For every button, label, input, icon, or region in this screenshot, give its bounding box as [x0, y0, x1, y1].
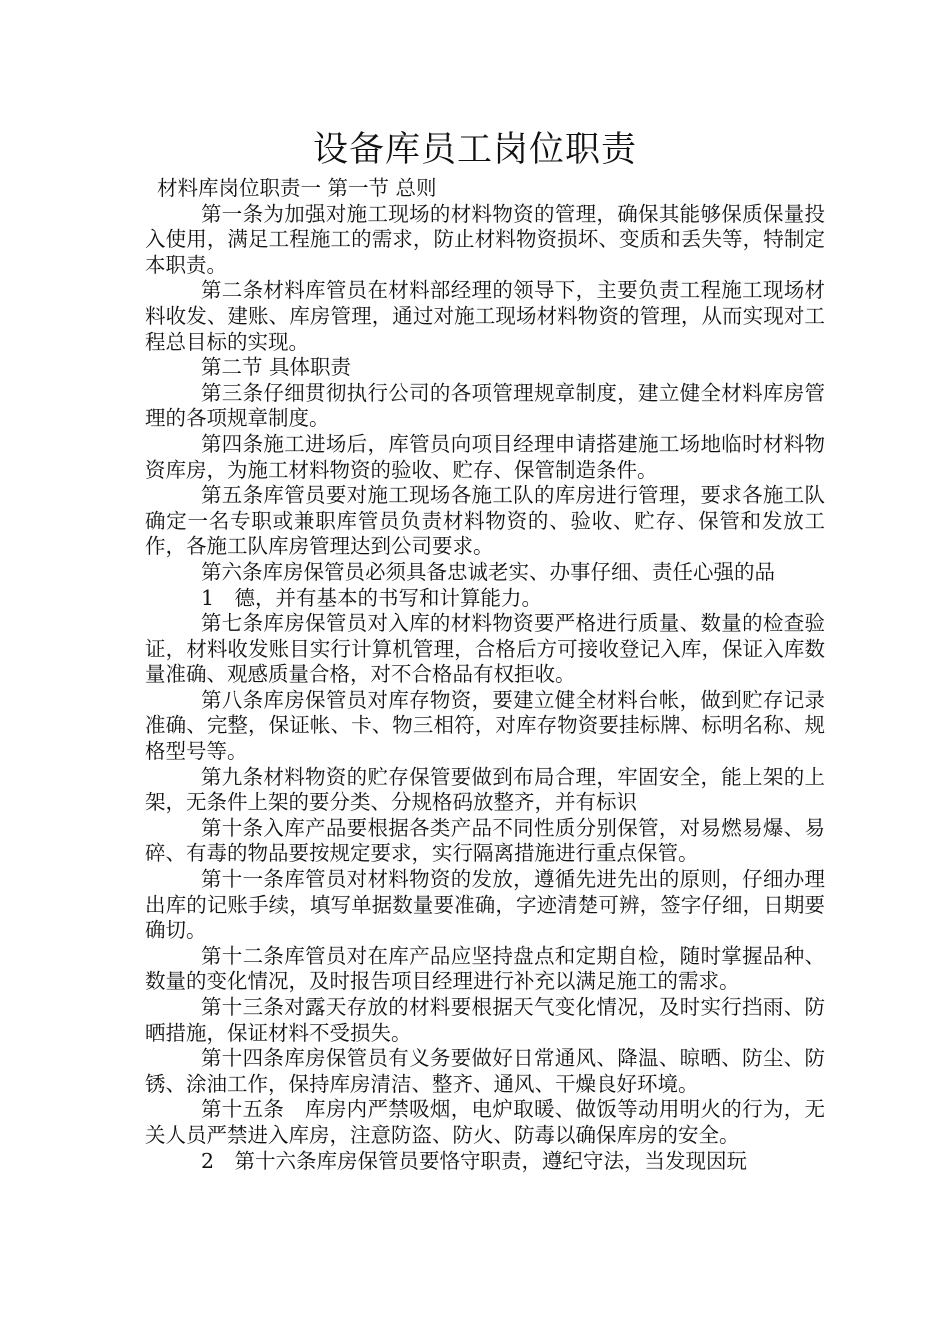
paragraph-article-13: 第十三条对露天存放的材料要根据天气变化情况，及时实行挡雨、防晒措施，保证材料不受损失。: [145, 995, 825, 1045]
paragraph-article-16: 2 第十六条库房保管员要恪守职责，遵纪守法，当发现因玩: [201, 1148, 748, 1173]
paragraph-article-8: 第八条库房保管员对库存物资，要建立健全材料台帐，做到贮存记录准确、完整，保证帐、卡、物三相符，对库存物资要挂标牌、标明名称、规格型号等。: [145, 687, 825, 764]
paragraph-article-4: 第四条施工进场后，库管员向项目经理申请搭建施工场地临时材料物资库房，为施工材料物资的验收、贮存、保管制造条件。: [145, 431, 825, 482]
paragraph-article-6-continued: 1 德，并有基本的书写和计算能力。: [201, 585, 543, 610]
document-title: 设备库员工岗位职责: [312, 130, 637, 170]
paragraph-article-10: 第十条入库产品要根据各类产品不同性质分别保管，对易燃易爆、易碎、有毒的物品要按规定要求，实行隔离措施进行重点保管。: [145, 815, 825, 866]
paragraph-article-11: 第十一条库管员对材料物资的发放，遵循先进先出的原则，仔细办理出库的记账手续，填写单据数量要准确，字迹清楚可辨，签字仔细，日期要确切。: [145, 867, 825, 943]
document-body: [145, 176, 825, 1174]
paragraph-article-6: 第六条库房保管员必须具备忠诚老实、办事仔细、责任心强的品: [201, 559, 775, 584]
paragraph-article-7: 第七条库房保管员对入库的材料物资要严格进行质量、数量的检查验证，材料收发账目实行计算机管理，合格后方可接收登记入库，保证入库数量准确、观感质量合格，对不合格品有权拒收。: [145, 611, 825, 687]
paragraph-article-1: 第一条为加强对施工现场的材料物资的管理，确保其能够保质保量投入使用，满足工程施工的需求，防止材料物资损坏、变质和丢失等，特制定本职责。: [145, 201, 825, 277]
paragraph-article-5: 第五条库管员要对施工现场各施工队的库房进行管理，要求各施工队确定一名专职或兼职库管员负责材料物资的、验收、贮存、保管和发放工作，各施工队库房管理达到公司要求。: [145, 483, 825, 559]
paragraph-article-15: 第十五条 库房内严禁吸烟，电炉取暖、做饭等动用明火的行为，无关人员严禁进入库房，注意防盗、防火、防毒以确保库房的安全。: [145, 1097, 825, 1147]
paragraph-article-3: 第三条仔细贯彻执行公司的各项管理规章制度，建立健全材料库房管理的各项规章制度。: [145, 380, 825, 431]
paragraph-article-14: 第十四条库房保管员有义务要做好日常通风、降温、晾晒、防尘、防锈、涂油工作，保持库房清洁、整齐、通风、干燥良好环境。: [145, 1046, 825, 1096]
paragraph-article-12: 第十二条库管员对在库产品应坚持盘点和定期自检，随时掌握品种、数量的变化情况，及时报告项目经理进行补充以满足施工的需求。: [145, 943, 825, 994]
paragraph-article-9: 第九条材料物资的贮存保管要做到布局合理，牢固安全，能上架的上架，无条件上架的要分类、分规格码放整齐，并有标识: [145, 764, 825, 815]
section-heading-duties: 第二节 具体职责: [201, 355, 352, 380]
paragraph-article-2: 第二条材料库管员在材料部经理的领导下，主要负责工程施工现场材料收发、建账、库房管理，通过对施工现场材料物资的管理，从而实现对工程总目标的实现。: [145, 278, 825, 354]
section-heading-general: 材料库岗位职责一 第一节 总则: [157, 176, 437, 200]
